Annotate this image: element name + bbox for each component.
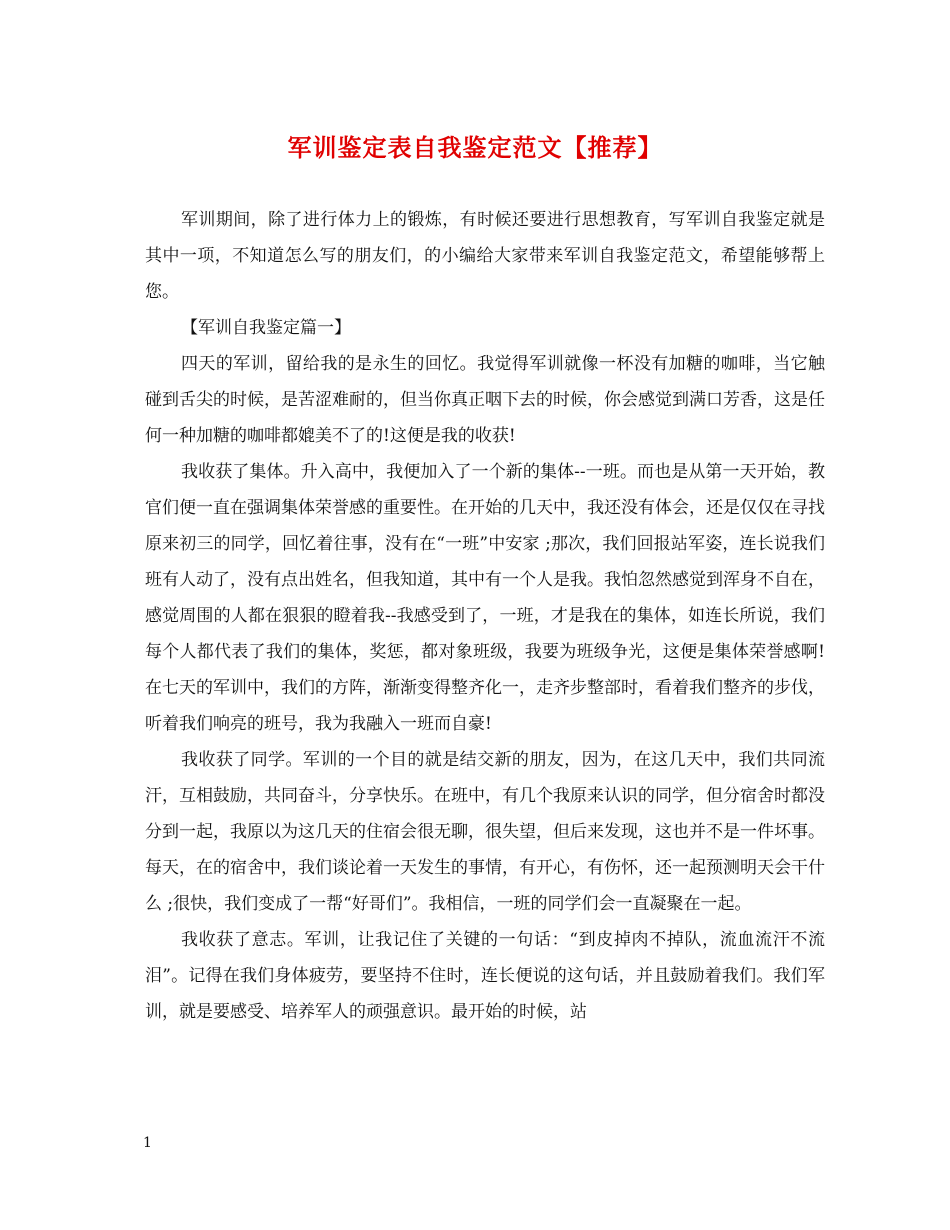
body-paragraph: 四天的军训，留给我的是永生的回忆。我觉得军训就像一杯没有加糖的咖啡，当它触碰到舌尖的时候，是苦涩难耐的，但当你真正咽下去的时候，你会感觉到满口芳香，这是任何一种加糖的咖啡都媲美不了的!这便是我的收获!	[145, 354, 825, 446]
body-paragraph: 我收获了同学。军训的一个目的就是结交新的朋友，因为，在这几天中，我们共同流汗，互相鼓励，共同奋斗，分享快乐。在班中，有几个我原来认识的同学，但分宿舍时都没分到一起，我原以为这几天的住宿会很无聊，很失望，但后来发现，这也并不是一件坏事。每天，在的宿舍中，我们谈论着一天发生的事情，有开心，有伤怀，还一起预测明天会干什么 ;很快，我们变成了一帮“好哥们”。我相信，一班的同学们会一直凝聚在一起。	[145, 750, 825, 914]
page-number: 1	[143, 1135, 152, 1151]
body-paragraph: 我收获了集体。升入高中，我便加入了一个新的集体--一班。而也是从第一天开始，教官们便一直在强调集体荣誉感的重要性。在开始的几天中，我还没有体会，还是仅仅在寻找原来初三的同学，回忆着往事，没有在“一班”中安家 ;那次，我们回报站军姿，连长说我们班有人动了，没有点出姓名，但我知道，其中有一个人是我。我怕忽然感觉到浑身不自在，感觉周围的人都在狠狠的瞪着我--我感受到了，一班，才是我在的集体，如连长所说，我们每个人都代表了我们的集体，奖惩，都对象班级，我要为班级争光，这便是集体荣誉感啊!在七天的军训中，我们的方阵，渐渐变得整齐化一，走齐步整部时，看着我们整齐的步伐，听着我们响亮的班号，我为我融入一班而自豪!	[145, 462, 825, 734]
document-body	[145, 202, 825, 1030]
body-paragraph: 我收获了意志。军训，让我记住了关键的一句话：“到皮掉肉不掉队，流血流汗不流泪”。记得在我们身体疲劳，要坚持不住时，连长便说的这句话，并且鼓励着我们。我们军训，就是要感受、培养军人的顽强意识。最开始的时候，站	[145, 930, 825, 1022]
document-title: 军训鉴定表自我鉴定范文【推荐】	[287, 133, 663, 162]
intro-paragraph: 军训期间，除了进行体力上的锻炼，有时候还要进行思想教育，写军训自我鉴定就是其中一项，不知道怎么写的朋友们，的小编给大家带来军训自我鉴定范文，希望能够帮上您。	[145, 210, 825, 302]
section-heading: 【军训自我鉴定篇一】	[181, 318, 351, 338]
